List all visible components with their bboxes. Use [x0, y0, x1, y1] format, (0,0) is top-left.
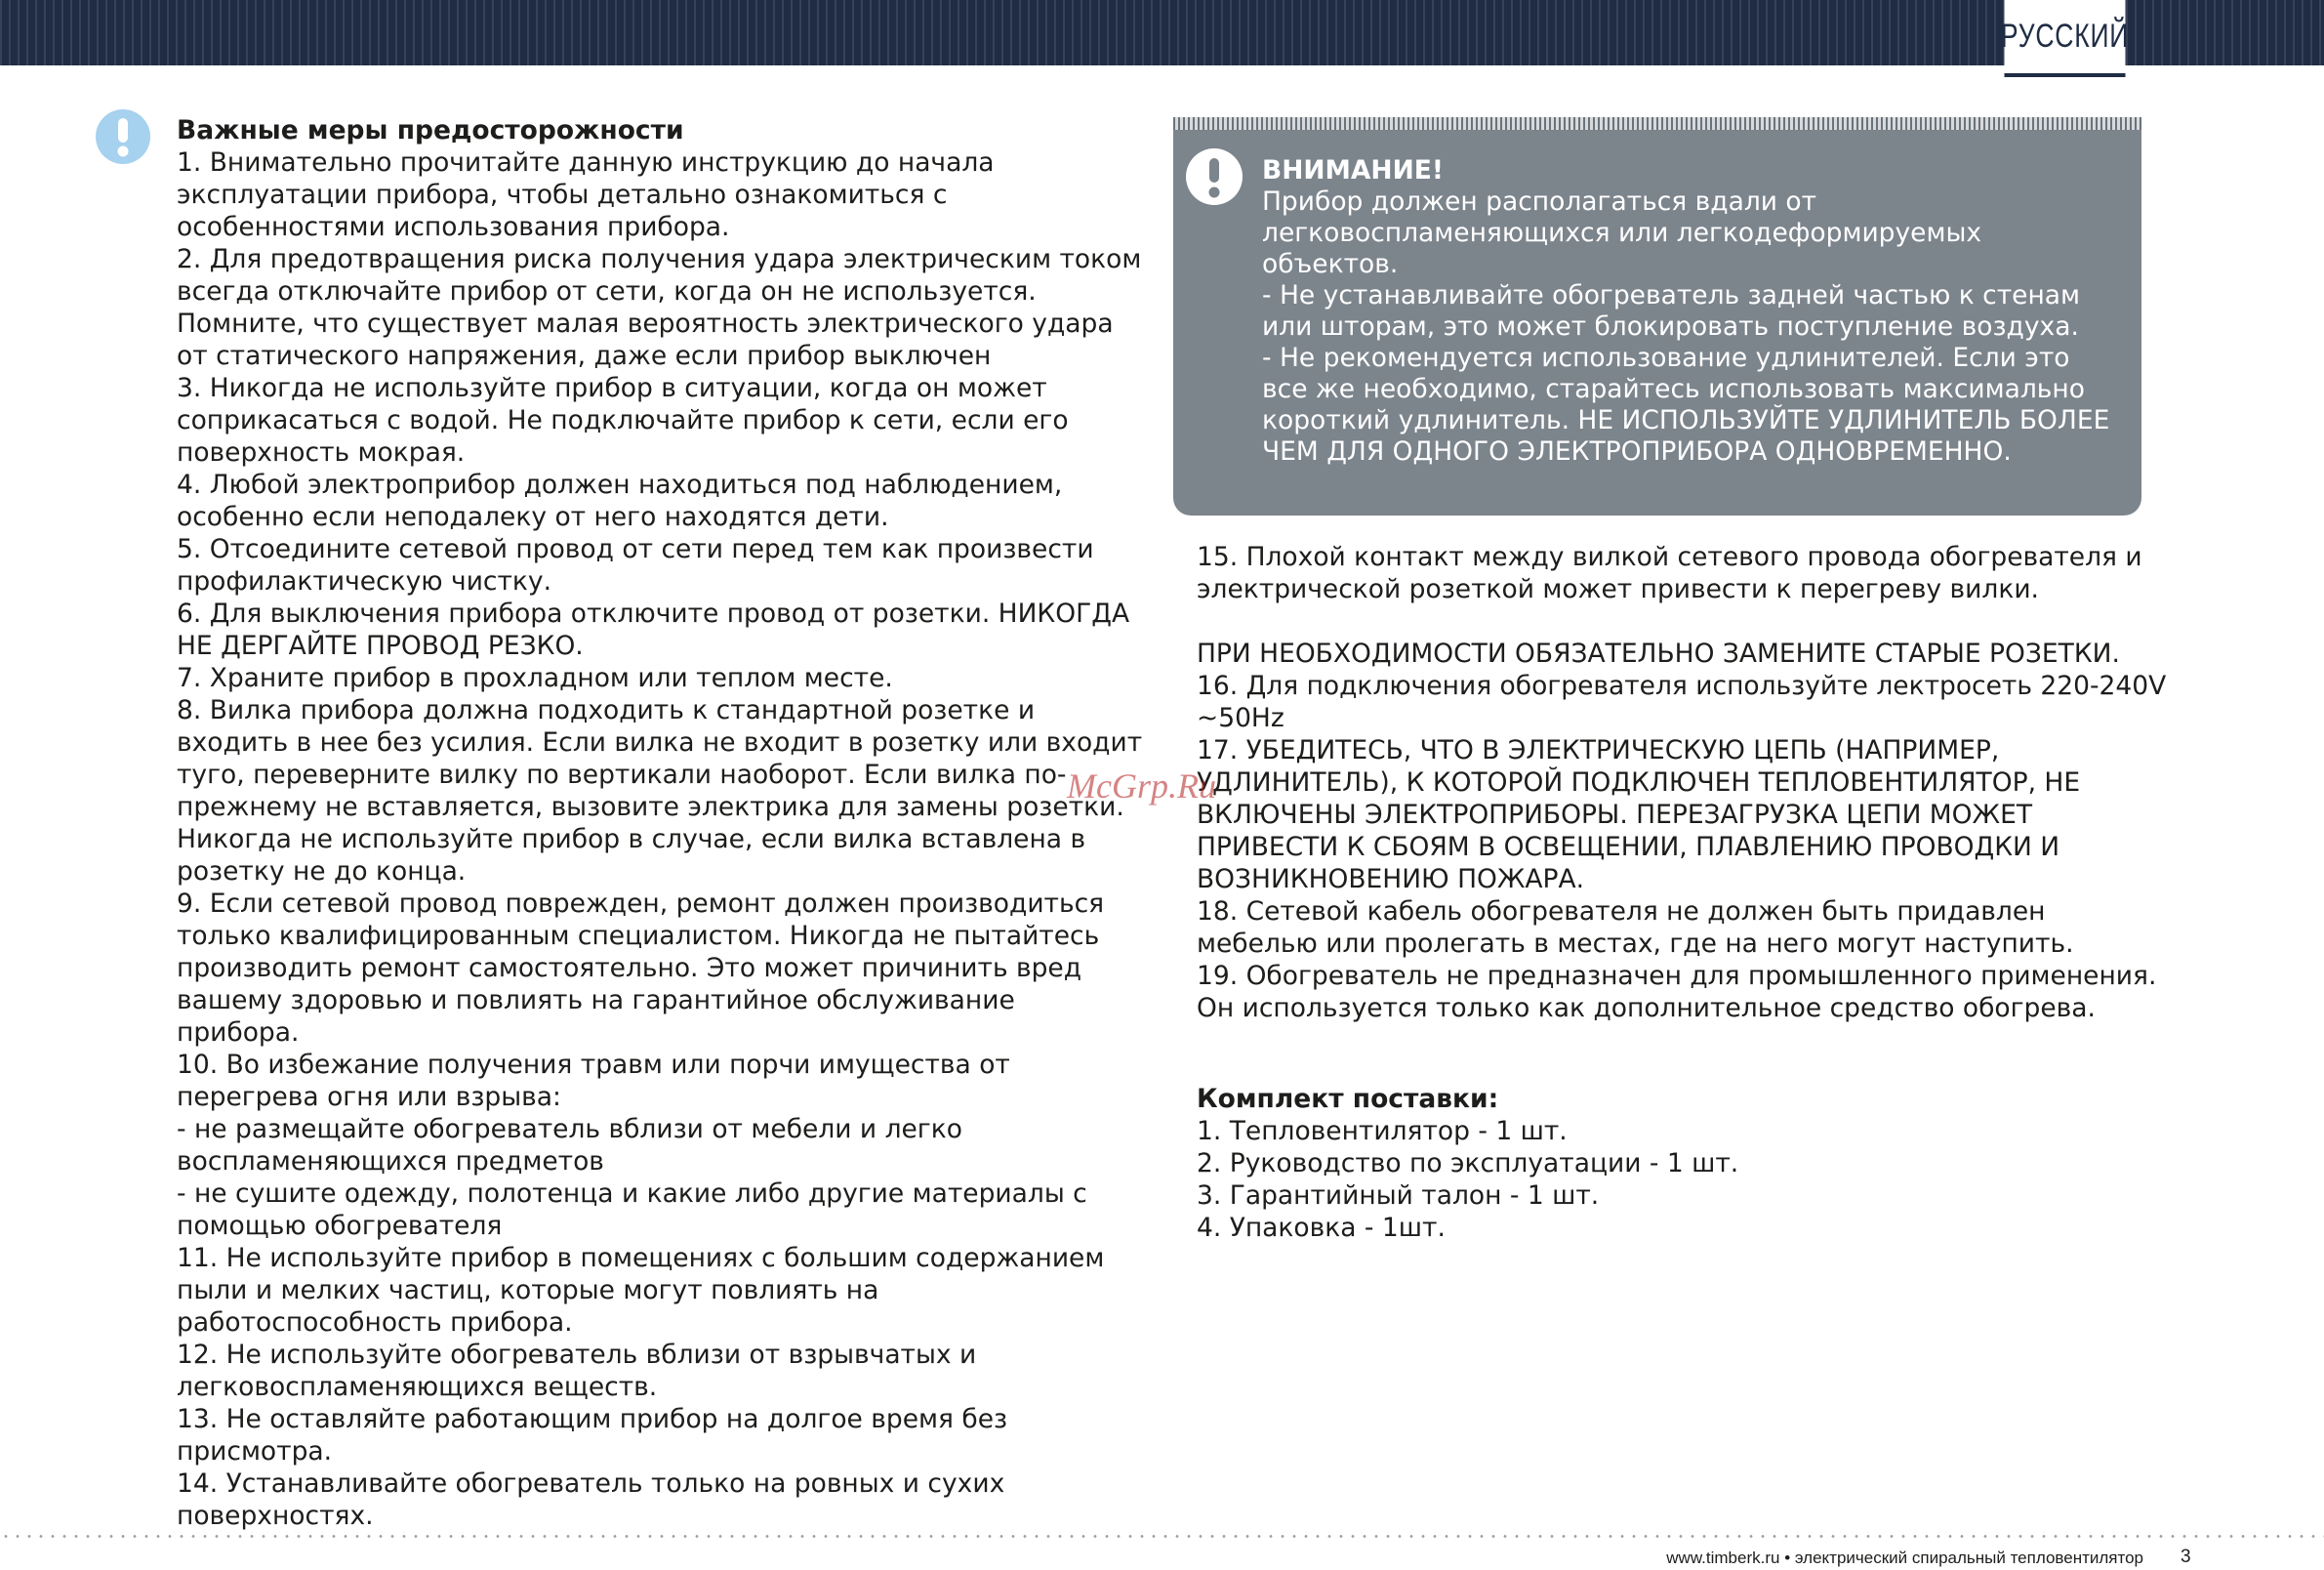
precaution-item: - не сушите одежду, полотенца и какие либо другие материалы с помощью обогревателя	[177, 1178, 1087, 1241]
warning-title: ВНИМАНИЕ!	[1262, 155, 1444, 186]
precaution-item: 17. УБЕДИТЕСЬ, ЧТО В ЭЛЕКТРИЧЕСКУЮ ЦЕПЬ (НАПРИМЕР, УДЛИНИТЕЛЬ), К КОТОРОЙ ПОДКЛЮЧЕН ТЕПЛОВЕНТИЛЯТОР, НЕ ВКЛЮЧЕНЫ ЭЛЕКТРОПРИБОРЫ. ПЕРЕЗАГРУЗКА ЦЕПИ МОЖЕТ ПРИВЕСТИ К СБОЯМ В ОСВЕЩЕНИИ, ПЛАВЛЕНИЮ ПРОВОДКИ И ВОЗНИКНОВЕНИЮ ПОЖАРА.	[1197, 735, 2081, 894]
kit-heading: Комплект поставки:	[1197, 1084, 1499, 1114]
warning-line: Прибор должен располагаться вдали от легковоспламеняющихся или легкодеформируемых объектов.	[1262, 186, 1982, 279]
precaution-item: 6. Для выключения прибора отключите провод от розетки. НИКОГДА НЕ ДЕРГАЙТЕ ПРОВОД РЕЗКО.	[177, 599, 1130, 661]
precaution-item: 3. Никогда не используйте прибор в ситуации, когда он может соприкасаться с водой. Не подключайте прибор к сети, если его поверхность мокрая.	[177, 373, 1069, 468]
precaution-item: 11. Не используйте прибор в помещениях с большим содержанием пыли и мелких частиц, которые могут повлиять на работоспособность прибора.	[177, 1243, 1105, 1338]
precaution-item: 19. Обогреватель не предназначен для промышленного применения. Он используется только как дополнительное средство обогрева.	[1197, 961, 2157, 1023]
footer-divider	[0, 1535, 2324, 1538]
warning-line: - Не устанавливайте обогреватель задней частью к стенам или шторам, это может блокировать поступление воздуха.	[1262, 280, 2081, 342]
precaution-item: 4. Любой электроприбор должен находиться под наблюдением, особенно если неподалеку от него находятся дети.	[177, 470, 1063, 532]
precaution-item: 12. Не используйте обогреватель вблизи от взрывчатых и легковоспламеняющихся веществ.	[177, 1340, 977, 1402]
precaution-item: 16. Для подключения обогревателя используйте лектросеть 220-240V ~50Hz	[1197, 671, 2167, 733]
precaution-item: - не размещайте обогреватель вблизи от мебели и легко воспламеняющихся предметов	[177, 1114, 962, 1177]
precaution-item: 7. Храните прибор в прохладном или теплом месте.	[177, 663, 893, 693]
language-label: РУССКИЙ	[2004, 0, 2125, 77]
precautions-heading: Важные меры предосторожности	[177, 115, 684, 145]
kit-item: 1. Тепловентилятор - 1 шт.	[1197, 1116, 1568, 1146]
exclamation-icon	[96, 109, 150, 164]
footer-text: www.timberk.ru • электрический спиральный тепловентилятор	[1666, 1549, 2143, 1567]
precaution-item: 10. Во избежание получения травм или порчи имущества от перегрева огня или взрыва:	[177, 1050, 1010, 1112]
notice-text: ПРИ НЕОБХОДИМОСТИ ОБЯЗАТЕЛЬНО ЗАМЕНИТЕ СТАРЫЕ РОЗЕТКИ.	[1197, 639, 2120, 669]
warning-stripes	[1173, 117, 2141, 130]
precaution-item: 5. Отсоедините сетевой провод от сети перед тем как произвести профилактическую чистку.	[177, 534, 1094, 597]
page-number: 3	[2181, 1547, 2191, 1567]
warning-text	[1262, 155, 2121, 468]
precaution-item: 18. Сетевой кабель обогревателя не должен быть придавлен мебелью или пролегать в местах, где на него могут наступить.	[1197, 896, 2074, 959]
precautions-column	[177, 114, 1143, 1532]
precaution-item: 13. Не оставляйте работающим прибор на долгое время без присмотра.	[177, 1404, 1008, 1467]
spacer	[1197, 1024, 2173, 1083]
warning-line: - Не рекомендуется использование удлинителей. Если это все же необходимо, старайтесь использовать максимально короткий удлинитель. НЕ ИСПОЛЬЗУЙТЕ УДЛИНИТЕЛЬ БОЛЕЕ ЧЕМ ДЛЯ ОДНОГО ЭЛЕКТРОПРИБОРА ОДНОВРЕМЕННО.	[1262, 343, 2110, 467]
kit-item: 4. Упаковка - 1шт.	[1197, 1213, 1446, 1243]
kit-item: 3. Гарантийный талон - 1 шт.	[1197, 1180, 1600, 1211]
precaution-item: 9. Если сетевой провод поврежден, ремонт должен производиться только квалифицированным специалистом. Никогда не пытайтесь производить ремонт самостоятельно. Это может причинить вред вашему здоровью и повлиять на гарантийное обслуживание прибора.	[177, 888, 1105, 1048]
precautions-column-continued	[1197, 541, 2173, 1244]
spacer	[1197, 605, 2173, 638]
precaution-item: 8. Вилка прибора должна подходить к стандартной розетке и входить в нее без усилия. Если вилка не входит в розетку или входит туго, переверните вилку по вертикали наоборот. Если вилка по-прежнему не вставляется, вызовите электрика для замены розетки. Никогда не используйте прибор в случае, если вилка вставлена в розетку не до конца.	[177, 695, 1143, 887]
watermark: McGrp.Ru	[1067, 766, 1216, 806]
warning-icon	[1186, 148, 1243, 205]
precaution-item: 15. Плохой контакт между вилкой сетевого провода обогревателя и электрической розеткой может привести к перегреву вилки.	[1197, 542, 2142, 604]
precaution-item: 1. Внимательно прочитайте данную инструкцию до начала эксплуатации прибора, чтобы детально ознакомиться с особенностями использования прибора.	[177, 147, 995, 242]
top-banner	[0, 0, 2324, 65]
precaution-item: 14. Устанавливайте обогреватель только на ровных и сухих поверхностях.	[177, 1468, 1005, 1531]
precaution-item: 2. Для предотвращения риска получения удара электрическим током всегда отключайте прибор от сети, когда он не используется. Помните, что существует малая вероятность электрического удара от статического напряжения, даже если прибор выключен	[177, 244, 1142, 371]
kit-item: 2. Руководство по эксплуатации - 1 шт.	[1197, 1148, 1739, 1178]
warning-box	[1173, 117, 2141, 516]
